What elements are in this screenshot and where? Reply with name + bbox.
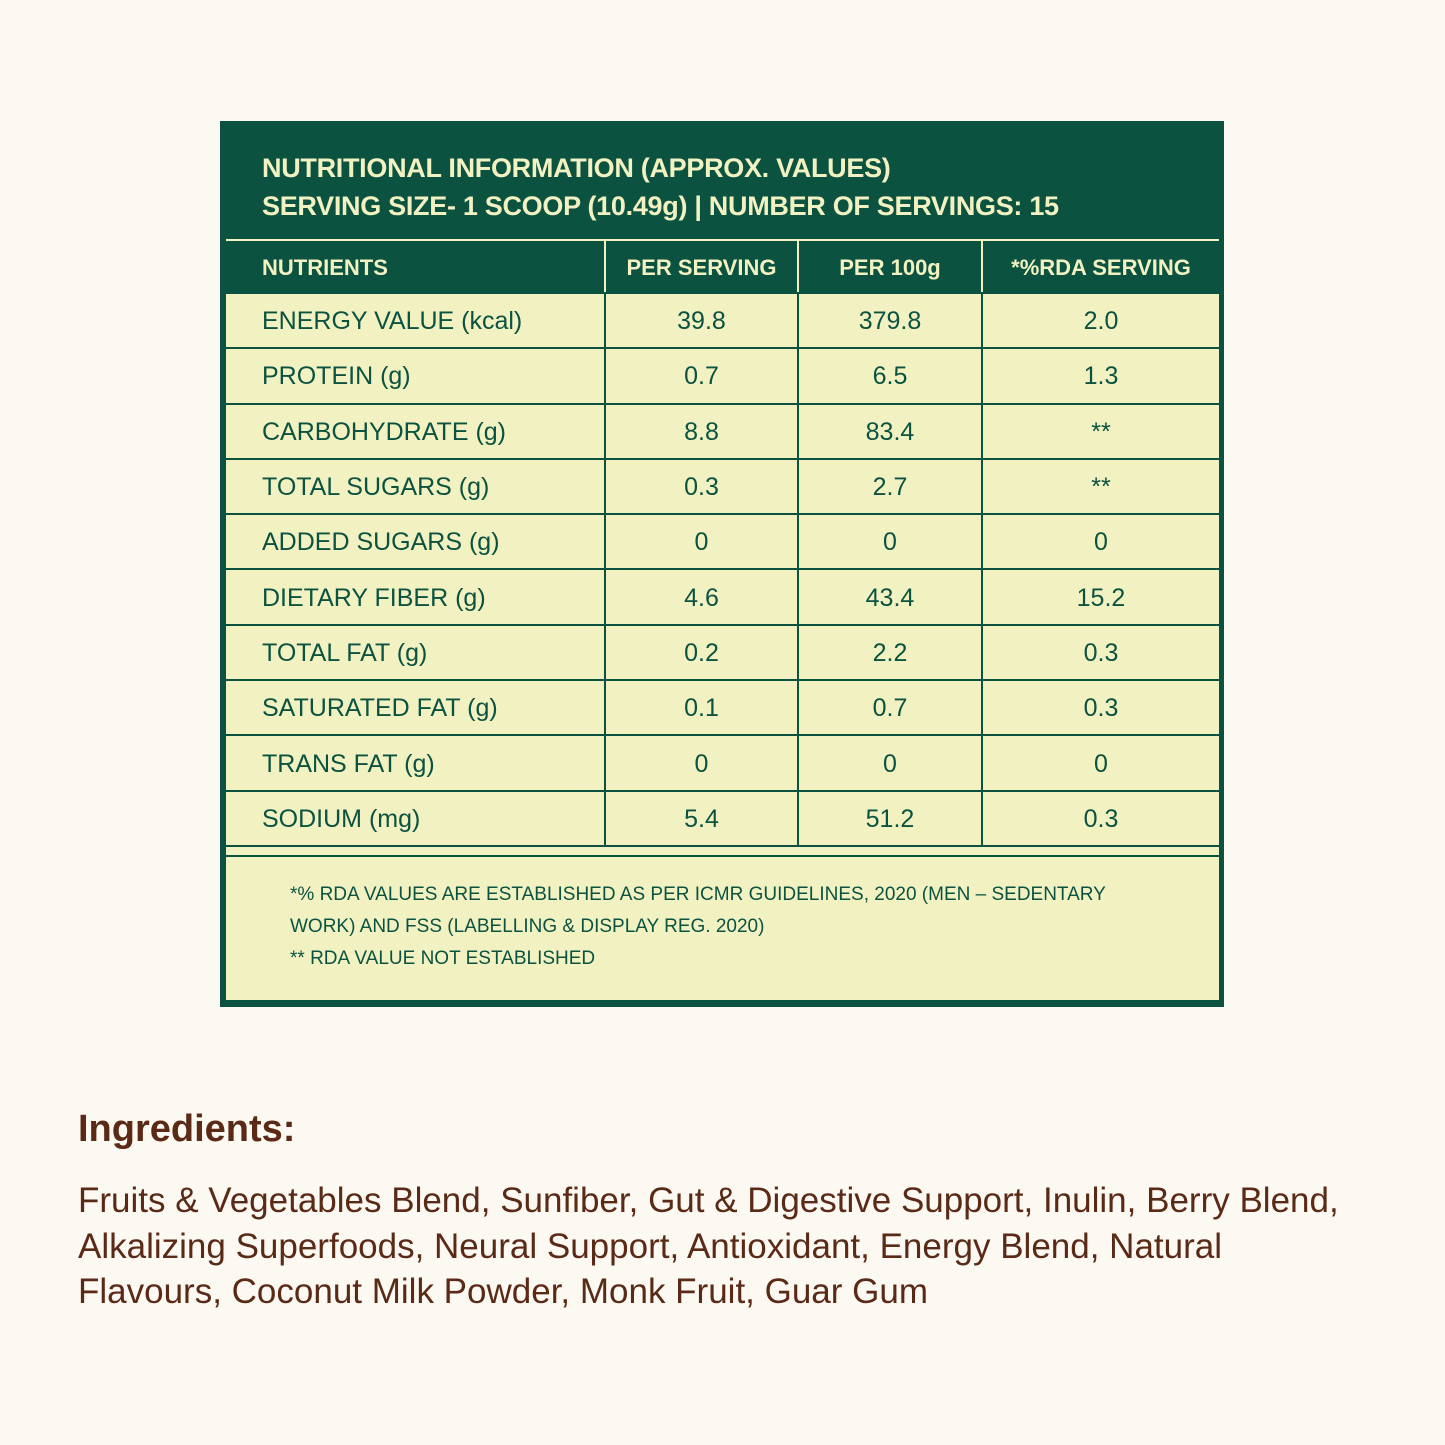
rda-value: 0.3 [981, 792, 1219, 845]
header-per-serving: PER SERVING [604, 241, 797, 292]
per-serving-value: 0.2 [604, 626, 797, 679]
nutrient-name: SODIUM (mg) [262, 804, 421, 833]
header-nutrients: NUTRIENTS [262, 254, 388, 280]
per-100g-value: 2.2 [797, 626, 981, 679]
per-serving-value: 0 [604, 515, 797, 568]
table-row [226, 403, 1219, 458]
nutrition-title-line1: NUTRITIONAL INFORMATION (APPROX. VALUES) [262, 153, 891, 183]
table-divider [226, 845, 1219, 857]
footnote-rda-not-established: ** RDA VALUE NOT ESTABLISHED [290, 947, 596, 969]
per-100g-value: 0 [797, 736, 981, 789]
nutrient-name: ENERGY VALUE (kcal) [262, 307, 523, 336]
table-row [226, 734, 1219, 789]
table-header-row [226, 239, 1219, 292]
nutrient-name: TOTAL FAT (g) [262, 638, 428, 667]
table-row [226, 679, 1219, 734]
per-100g-value: 83.4 [797, 405, 981, 458]
table-row [226, 624, 1219, 679]
nutrition-title [262, 149, 1059, 225]
per-100g-value: 6.5 [797, 349, 981, 402]
nutrient-name: CARBOHYDRATE (g) [262, 417, 507, 446]
per-100g-value: 51.2 [797, 792, 981, 845]
per-serving-value: 0.3 [604, 460, 797, 513]
rda-value: ** [981, 460, 1219, 513]
rda-value: ** [981, 405, 1219, 458]
table-row [226, 292, 1219, 347]
rda-value: 1.3 [981, 349, 1219, 402]
nutrient-name: TOTAL SUGARS (g) [262, 473, 490, 502]
table-row [226, 790, 1219, 845]
nutrient-name: SATURATED FAT (g) [262, 694, 498, 723]
per-serving-value: 8.8 [604, 405, 797, 458]
rda-value: 0 [981, 736, 1219, 789]
nutrient-name: PROTEIN (g) [262, 362, 411, 391]
rda-value: 0.3 [981, 626, 1219, 679]
rda-value: 15.2 [981, 570, 1219, 623]
per-serving-value: 5.4 [604, 792, 797, 845]
rda-value: 0.3 [981, 681, 1219, 734]
table-row [226, 347, 1219, 402]
per-serving-value: 0.1 [604, 681, 797, 734]
table-row [226, 513, 1219, 568]
per-100g-value: 379.8 [797, 294, 981, 347]
per-serving-value: 0 [604, 736, 797, 789]
rda-value: 0 [981, 515, 1219, 568]
nutrient-name: DIETARY FIBER (g) [262, 583, 486, 612]
nutrition-table [226, 239, 1219, 1000]
ingredients-heading: Ingredients: [78, 1108, 296, 1150]
nutrition-panel [220, 121, 1224, 1007]
footnotes [226, 857, 1219, 1000]
per-100g-value: 2.7 [797, 460, 981, 513]
header-per-100g: PER 100g [797, 241, 981, 292]
nutrient-name: TRANS FAT (g) [262, 749, 435, 778]
per-100g-value: 0 [797, 515, 981, 568]
per-serving-value: 0.7 [604, 349, 797, 402]
serving-size-line: SERVING SIZE- 1 SCOOP (10.49g) | NUMBER OF SERVINGS: 15 [262, 191, 1059, 221]
table-row [226, 458, 1219, 513]
rda-value: 2.0 [981, 294, 1219, 347]
per-100g-value: 43.4 [797, 570, 981, 623]
per-serving-value: 4.6 [604, 570, 797, 623]
per-serving-value: 39.8 [604, 294, 797, 347]
ingredients-list: Fruits & Vegetables Blend, Sunfiber, Gut & Digestive Support, Inulin, Berry Blend, Alkalizing Superfoods, Neural Support, Antioxidant, Energy Blend, Natural Flavours, Coconut Milk Powder, Monk Fruit, Guar Gum [78, 1181, 1339, 1311]
table-row [226, 568, 1219, 623]
footnote-rda-source: *% RDA VALUES ARE ESTABLISHED AS PER ICMR GUIDELINES, 2020 (MEN – SEDENTARY WORK) AND FSS (LABELLING & DISPLAY REG. 2020) [290, 883, 1106, 937]
nutrient-name: ADDED SUGARS (g) [262, 528, 500, 557]
per-100g-value: 0.7 [797, 681, 981, 734]
header-rda-serving: *%RDA SERVING [981, 241, 1219, 292]
